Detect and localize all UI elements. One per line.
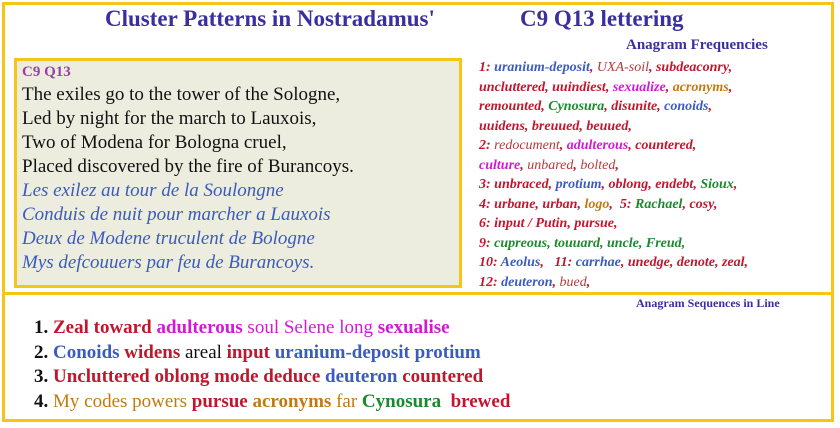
sequence-word: deuteron bbox=[325, 366, 403, 387]
frequency-line bbox=[479, 253, 829, 273]
anagram-word: bued bbox=[559, 274, 587, 290]
anagram-word: subdeaconry bbox=[655, 60, 729, 75]
sequence-word: widens bbox=[124, 341, 185, 363]
anagram-word: breuued bbox=[531, 118, 580, 134]
anagram-word: denote bbox=[676, 255, 715, 270]
verse-french-line: Mys defcouuers par feu de Burancoys. bbox=[22, 252, 315, 273]
sequence-word: adulterous bbox=[156, 317, 248, 338]
frequency-line bbox=[479, 175, 829, 195]
anagram-word: unbared bbox=[527, 157, 574, 173]
anagram-word: , bbox=[520, 157, 528, 173]
anagram-word: 2: bbox=[479, 138, 495, 153]
anagram-word: , bbox=[638, 235, 646, 251]
anagram-word: cupreous bbox=[494, 235, 548, 251]
anagram-word: 5: bbox=[619, 196, 635, 212]
anagram-word: zeal bbox=[721, 255, 745, 270]
anagram-word: , bbox=[567, 216, 575, 231]
anagram-word: , bbox=[577, 196, 585, 212]
anagram-word: 4: bbox=[479, 196, 495, 212]
anagram-word: , bbox=[548, 177, 556, 192]
anagram-word: adulterous bbox=[566, 138, 629, 153]
anagram-word: , bbox=[541, 99, 549, 114]
anagram-frequency-list bbox=[479, 58, 829, 292]
anagram-word: 10: bbox=[479, 255, 501, 270]
anagram-word: , bbox=[604, 99, 612, 114]
sequence-word: Conoids bbox=[53, 341, 125, 363]
anagram-word: , bbox=[605, 79, 613, 95]
anagram-word: , bbox=[579, 118, 587, 134]
anagram-word: uncluttered bbox=[479, 79, 546, 95]
anagram-word: unedge bbox=[627, 255, 670, 270]
page-title: Cluster Patterns in Nostradamus' bbox=[105, 6, 435, 31]
sequence-word: input bbox=[226, 341, 275, 363]
verse-english-line: Placed discovered by the fire of Burancoys. bbox=[22, 156, 354, 177]
anagram-word: , bbox=[648, 177, 656, 192]
sequence-word: Uncluttered oblong bbox=[53, 366, 215, 387]
verse-reference: C9 Q13 bbox=[22, 64, 71, 80]
anagram-word: , bbox=[648, 60, 656, 75]
anagram-word: , bbox=[682, 196, 690, 212]
verse-panel bbox=[14, 58, 462, 288]
anagram-word: redocument bbox=[494, 138, 560, 153]
anagram-word: , bbox=[586, 274, 591, 290]
frequency-line bbox=[479, 156, 829, 176]
section-divider bbox=[4, 292, 834, 295]
anagram-word: sexualize bbox=[612, 79, 666, 95]
anagram-word: 6: bbox=[479, 216, 495, 231]
sequence-word: pursue bbox=[191, 390, 253, 412]
sequence-number: 2. bbox=[34, 341, 53, 363]
anagram-word: Sioux bbox=[700, 177, 734, 192]
anagram-word: , bbox=[535, 196, 543, 212]
anagram-word: deuteron bbox=[501, 274, 553, 290]
sequence-number: 1. bbox=[34, 317, 53, 338]
anagram-word: Aeolus bbox=[500, 255, 541, 270]
anagram-word: urban bbox=[542, 196, 578, 212]
sequence-word: brewed bbox=[450, 390, 511, 412]
anagram-word: , bbox=[744, 255, 749, 270]
anagram-word: oblong bbox=[608, 177, 649, 192]
anagram-word: acronyms bbox=[672, 79, 729, 95]
anagram-frequencies-heading: Anagram Frequencies bbox=[626, 37, 768, 53]
anagram-word: logo bbox=[584, 196, 610, 212]
anagram-word: remounted bbox=[479, 99, 542, 114]
sequence-word: countered bbox=[402, 366, 484, 387]
sequence-word: areal bbox=[185, 341, 227, 363]
frequency-line bbox=[479, 117, 829, 137]
sequence-line bbox=[34, 341, 510, 366]
anagram-word: , bbox=[614, 216, 618, 231]
anagram-word: , bbox=[547, 235, 555, 251]
anagram-word: , bbox=[693, 177, 701, 192]
anagram-sequences-heading: Anagram Sequences in Line bbox=[636, 296, 780, 310]
anagram-word: , bbox=[714, 255, 722, 270]
sequence-number: 4. bbox=[34, 390, 53, 412]
anagram-word: , bbox=[601, 177, 609, 192]
anagram-word: , bbox=[665, 79, 673, 95]
anagram-word: Freud bbox=[645, 235, 682, 251]
anagram-word: , bbox=[628, 118, 632, 134]
anagram-word: , bbox=[540, 255, 555, 270]
sequence-word: Zeal toward bbox=[53, 317, 157, 338]
anagram-sequence-list bbox=[34, 316, 510, 414]
anagram-word: 11: bbox=[554, 255, 576, 270]
anagram-word: , bbox=[552, 274, 560, 290]
anagram-word: UXA-soil bbox=[596, 60, 649, 75]
anagram-word: , bbox=[733, 177, 738, 192]
sequence-word: sexualise bbox=[377, 317, 450, 338]
sequence-word: soul Selene long bbox=[247, 317, 378, 338]
frequency-line bbox=[479, 58, 829, 78]
verse-english-line: Led by night for the march to Lauxois, bbox=[22, 108, 317, 129]
anagram-word: carrhae bbox=[575, 255, 621, 270]
anagram-word: , bbox=[692, 138, 697, 153]
anagram-word: , bbox=[657, 99, 665, 114]
anagram-word: , bbox=[681, 235, 686, 251]
anagram-word: 1: bbox=[479, 60, 495, 75]
anagram-word: urbane bbox=[494, 196, 536, 212]
anagram-word: unbraced bbox=[494, 177, 549, 192]
sequence-word: mode deduce bbox=[214, 366, 325, 387]
verse-english-line: The exiles go to the tower of the Sologne, bbox=[22, 84, 341, 105]
anagram-word: endebt bbox=[655, 177, 694, 192]
anagram-word: 12: bbox=[479, 274, 502, 290]
anagram-word: cosy bbox=[689, 196, 714, 212]
anagram-word: , bbox=[559, 138, 567, 153]
frequency-line bbox=[479, 136, 829, 156]
anagram-word: input / Putin bbox=[494, 216, 568, 231]
sequence-line bbox=[34, 365, 510, 390]
sequence-word: uranium-deposit protium bbox=[274, 341, 481, 363]
frequency-line bbox=[479, 273, 829, 293]
anagram-word: , bbox=[573, 157, 581, 173]
verse-lines bbox=[22, 83, 354, 275]
anagram-word: culture bbox=[479, 157, 521, 173]
verse-french-line: Deux de Modene truculent de Bologne bbox=[22, 228, 315, 249]
anagram-word: , bbox=[545, 79, 553, 95]
sequence-word: far bbox=[336, 390, 362, 412]
anagram-word: countered bbox=[635, 138, 693, 153]
frequency-line bbox=[479, 214, 829, 234]
anagram-word: beuued bbox=[586, 118, 629, 134]
anagram-word: bolted bbox=[580, 157, 616, 173]
verse-french-line: Conduis de nuit pour marcher a Lauxois bbox=[22, 204, 331, 225]
anagram-word: Cynosura bbox=[548, 99, 605, 114]
anagram-word: , bbox=[524, 118, 532, 134]
sequence-line bbox=[34, 316, 510, 341]
anagram-word: 9: bbox=[479, 235, 495, 251]
sequence-number: 3. bbox=[34, 366, 53, 387]
anagram-word: uranium-deposit bbox=[494, 60, 590, 75]
anagram-word: Rachael bbox=[635, 196, 683, 212]
verse-french-line: Les exilez au tour de la Soulongne bbox=[22, 180, 284, 201]
frequency-line bbox=[479, 97, 829, 117]
anagram-word: , bbox=[609, 196, 620, 212]
verse-english-line: Two of Modena for Bologna cruel, bbox=[22, 132, 287, 153]
anagram-word: uuindiest bbox=[552, 79, 606, 95]
anagram-word: protium bbox=[555, 177, 602, 192]
sequence-word: Cynosura bbox=[361, 390, 451, 412]
anagram-word: touuard bbox=[554, 235, 600, 251]
frequency-line bbox=[479, 195, 829, 215]
anagram-word: , bbox=[600, 235, 607, 251]
frequency-line bbox=[479, 234, 829, 254]
anagram-word: disunite bbox=[611, 99, 658, 114]
anagram-word: , bbox=[615, 157, 619, 173]
anagram-word: uncle bbox=[607, 235, 639, 251]
anagram-word: , bbox=[708, 99, 713, 114]
anagram-word: , bbox=[620, 255, 628, 270]
anagram-word: , bbox=[669, 255, 677, 270]
anagram-word: , bbox=[728, 60, 733, 75]
sequence-word: acronyms bbox=[252, 390, 337, 412]
anagram-word: pursue bbox=[574, 216, 615, 231]
anagram-word: conoids bbox=[664, 99, 709, 114]
anagram-word: uuidens bbox=[479, 118, 525, 134]
anagram-word: , bbox=[728, 79, 733, 95]
sequence-line bbox=[34, 390, 510, 415]
anagram-word: 3: bbox=[479, 177, 495, 192]
frequency-line bbox=[479, 78, 829, 98]
anagram-word: , bbox=[589, 60, 597, 75]
sequence-word: My codes powers bbox=[53, 390, 192, 412]
anagram-word: , bbox=[628, 138, 636, 153]
anagram-word: , bbox=[713, 196, 718, 212]
title-bar bbox=[0, 0, 840, 40]
quatrain-title: C9 Q13 lettering bbox=[520, 6, 684, 31]
